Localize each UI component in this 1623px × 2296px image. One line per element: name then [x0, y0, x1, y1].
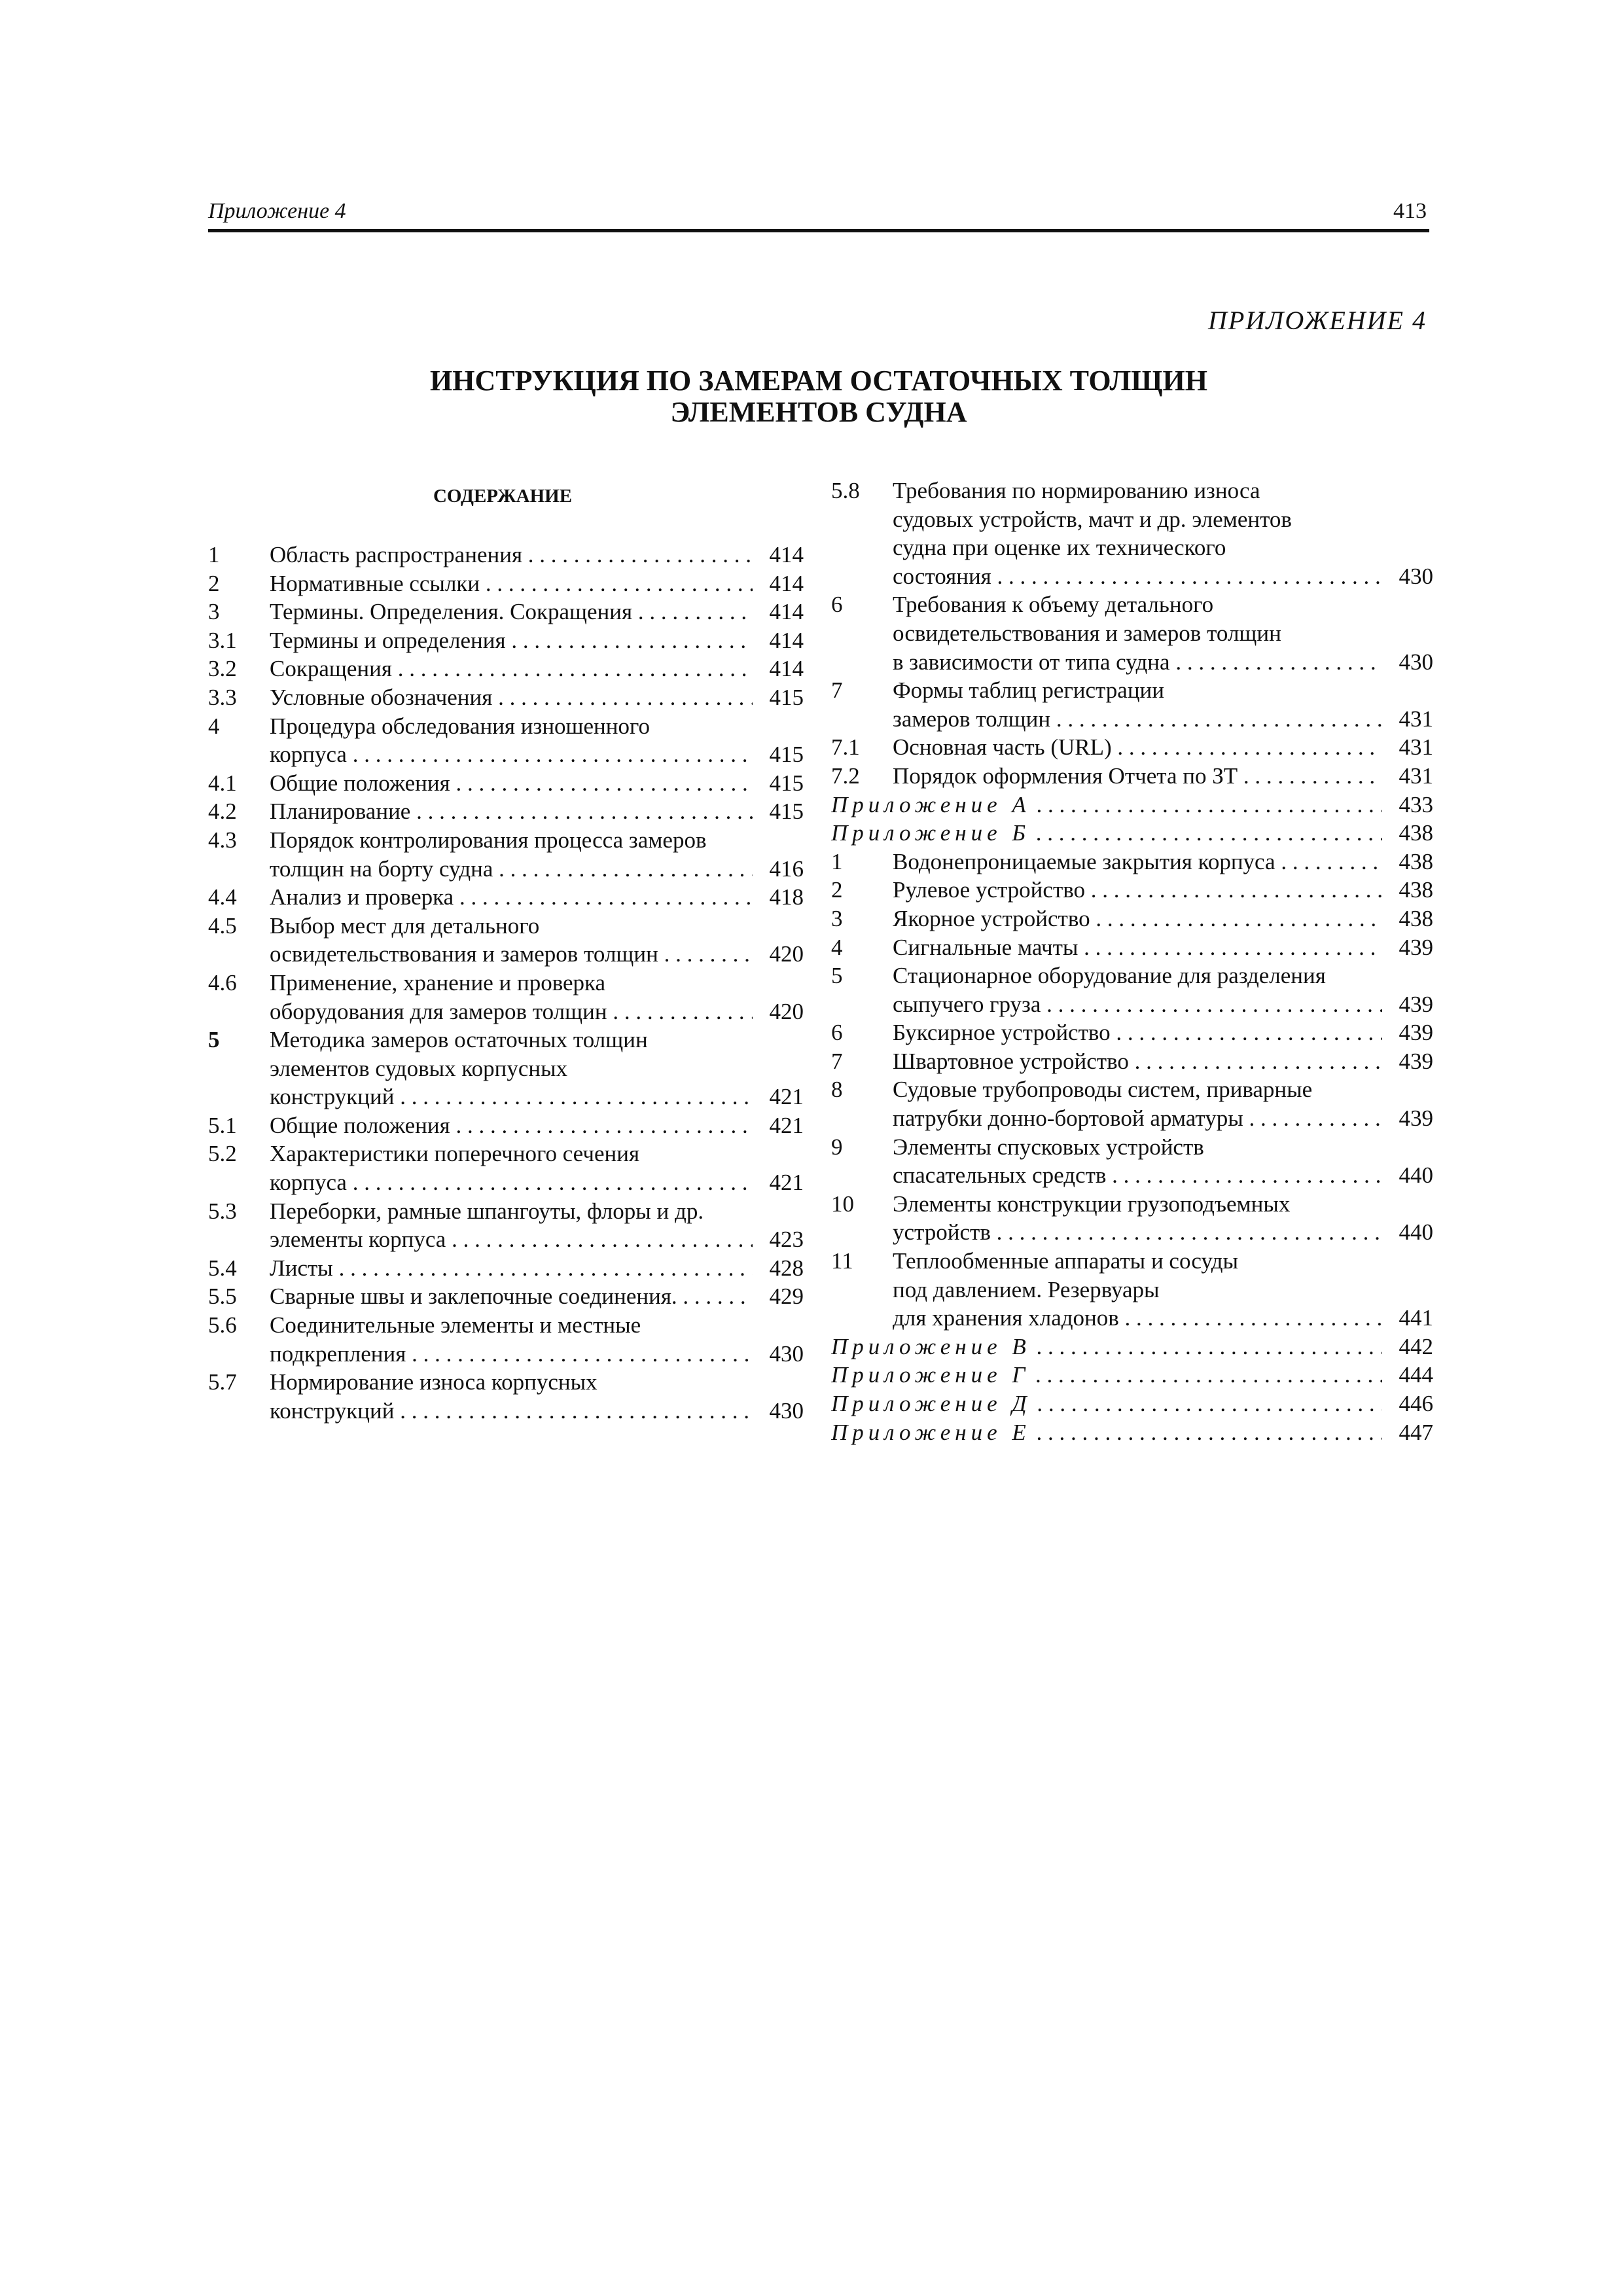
toc-entry-title [270, 1368, 753, 1425]
toc-entry-page: 439 [1399, 1048, 1433, 1074]
toc-entry [208, 655, 804, 683]
toc-entry-title [831, 1390, 1382, 1418]
toc-entry-page: 415 [769, 684, 804, 710]
toc-entry-title-line: судовых устройств, мачт и др. элементов [893, 506, 1292, 532]
toc-entry-title-line: Стационарное оборудование для разделения [893, 963, 1326, 989]
toc-entry-title [893, 1047, 1382, 1076]
toc-entry-title [270, 769, 753, 798]
toc-entry-page: 423 [769, 1227, 804, 1253]
toc-entry-page: 430 [769, 1397, 804, 1424]
toc-entry-page: 439 [1399, 1105, 1433, 1132]
toc-entry-title-line: Применение, хранение и проверка [270, 969, 606, 996]
toc-entry-title-line: Сигнальные мачты [893, 934, 1079, 960]
toc-entry-title [270, 598, 753, 626]
toc-entry [208, 883, 804, 912]
toc-entry [208, 541, 804, 569]
toc-entry-title [270, 1111, 753, 1140]
toc-entry [831, 1390, 1433, 1418]
toc-entry-title-line: Рулевое устройство [893, 877, 1086, 903]
toc-entry-title-line: Общие положения [270, 1112, 450, 1138]
toc-entry-number: 4.6 [208, 969, 237, 996]
toc-entry [208, 769, 804, 798]
toc-entry-title-line: состояния [893, 563, 991, 589]
toc-entry-number: 10 [831, 1191, 854, 1217]
toc-entry-number: 11 [831, 1248, 853, 1274]
toc-entry-number: 5.3 [208, 1198, 237, 1224]
toc-entry-title [270, 626, 753, 655]
toc-entry-title-line: Характеристики поперечного сечения [270, 1141, 640, 1167]
toc-entry-page: 418 [769, 884, 804, 910]
document-title-line: ИНСТРУКЦИЯ ПО ЗАМЕРАМ ОСТАТОЧНЫХ ТОЛЩИН [430, 365, 1207, 397]
toc-entry-page: 431 [1399, 762, 1433, 789]
toc-entry-number: 5.8 [831, 478, 860, 503]
toc-entry-page: 420 [769, 998, 804, 1024]
toc-entry-title-line: Основная часть (URL) [893, 734, 1112, 761]
toc-right-column [831, 476, 1433, 1446]
toc-entry-title [270, 1254, 753, 1283]
toc-entry-number: 3.3 [208, 684, 237, 710]
toc-entry-page: 446 [1399, 1391, 1433, 1416]
toc-entry [831, 1333, 1433, 1361]
toc-entry-title-line: Сварные швы и заклепочные соединения. [270, 1283, 677, 1310]
toc-entry [208, 797, 804, 826]
toc-entry-title-line: Листы [270, 1255, 333, 1281]
toc-entry-number: 4.5 [208, 912, 237, 939]
toc-entry-title [270, 883, 753, 912]
toc-entry-title-line: Нормативные ссылки [270, 570, 480, 596]
toc-entry-number: 9 [831, 1134, 843, 1160]
toc-entry-title-line: освидетельствования и замеров толщин [893, 620, 1281, 646]
toc-entry-title-line: Водонепроницаемые закрытия корпуса [893, 848, 1275, 874]
toc-entry-page: 441 [1399, 1305, 1433, 1331]
toc-entry-title [270, 1197, 753, 1254]
toc-entry-title [831, 1418, 1382, 1447]
toc-entry-title-line: для хранения хладонов [893, 1305, 1119, 1331]
toc-entry-page: 444 [1399, 1362, 1433, 1388]
toc-entry-page: 431 [1399, 734, 1433, 761]
toc-entry-title [893, 1075, 1382, 1132]
toc-entry-title-line: патрубки донно-бортовой арматуры [893, 1105, 1243, 1132]
toc-entry-page: 439 [1399, 934, 1433, 960]
toc-entry-number: 8 [831, 1077, 843, 1103]
toc-entry-title-line: устройств [893, 1219, 991, 1246]
toc-entry-title [893, 1190, 1382, 1247]
toc-entry [831, 1075, 1433, 1132]
toc-entry-title [270, 1139, 753, 1196]
toc-entry-page: 416 [769, 855, 804, 882]
toc-entry-page: 430 [1399, 563, 1433, 589]
toc-entry-title-line: Приложение Г [831, 1362, 1030, 1388]
toc-entry-page: 440 [1399, 1219, 1433, 1246]
toc-entry-title-line: Швартовное устройство [893, 1048, 1129, 1074]
toc-entry-number: 3 [208, 599, 220, 625]
running-header-title: Приложение 4 [208, 199, 346, 223]
toc-entry-title-line: корпуса [270, 1170, 347, 1196]
toc-entry-page: 438 [1399, 848, 1433, 874]
toc-entry-number: 4.4 [208, 884, 237, 910]
toc-entry-title [270, 826, 753, 883]
toc-entry-title-line: Приложение А [831, 791, 1031, 817]
toc-entry-title-line: сыпучего груза [893, 991, 1041, 1017]
toc-entry-title-line: Термины. Определения. Сокращения [270, 599, 633, 625]
toc-entry-number: 7 [831, 677, 843, 704]
toc-entry-title-line: Судовые трубопроводы систем, приварные [893, 1077, 1313, 1103]
toc-entry-title [893, 676, 1382, 733]
toc-entry-number: 5.4 [208, 1255, 237, 1281]
toc-entry [831, 1018, 1433, 1047]
toc-entry [208, 1111, 804, 1140]
toc-entry-page: 415 [769, 798, 804, 825]
toc-entry-page: 421 [769, 1084, 804, 1110]
toc-entry-number: 4.1 [208, 770, 237, 796]
toc-entry-title [893, 1133, 1382, 1190]
toc-entry-title-line: Планирование [270, 798, 411, 825]
document-title [208, 365, 1429, 428]
toc-entry-page: 415 [769, 742, 804, 768]
toc-entry-number: 3 [831, 905, 843, 931]
toc-entry-title-line: Буксирное устройство [893, 1020, 1111, 1046]
appendix-label: ПРИЛОЖЕНИЕ 4 [1208, 306, 1427, 335]
toc-entry-page: 421 [769, 1112, 804, 1138]
toc-entry-title-line: Порядок оформления Отчета по ЗТ [893, 762, 1238, 789]
toc-entry-title-line: Якорное устройство [893, 905, 1090, 931]
toc-entry-page: 430 [769, 1340, 804, 1367]
toc-entry-title-line: Приложение Б [831, 820, 1031, 846]
toc-entry [208, 826, 804, 883]
toc-entry [831, 590, 1433, 676]
toc-entry-title-line: Требования по нормированию износа [893, 478, 1260, 503]
toc-entry-number: 6 [831, 1020, 843, 1046]
toc-entry [831, 791, 1433, 819]
toc-entry-page: 429 [769, 1283, 804, 1310]
page-number: 413 [1393, 199, 1427, 223]
toc-entry-number: 5.6 [208, 1312, 237, 1338]
toc-entry-title-line: элементов судовых корпусных [270, 1055, 568, 1081]
toc-entry-title [270, 655, 753, 683]
toc-entry [208, 1311, 804, 1368]
toc-entry [208, 1254, 804, 1283]
toc-entry-page: 414 [769, 627, 804, 653]
toc-entry-title [270, 797, 753, 826]
toc-entry-number: 5.7 [208, 1369, 237, 1395]
toc-entry-title-line: Соединительные элементы и местные [270, 1312, 641, 1338]
toc-entry [208, 1026, 804, 1111]
toc-entry-title-line: спасательных средств [893, 1162, 1107, 1189]
toc-entry-title-line: Приложение В [831, 1333, 1031, 1359]
toc-entry [831, 1247, 1433, 1333]
toc-entry-title-line: Элементы конструкции грузоподъемных [893, 1191, 1291, 1217]
toc-entry-title-line: Теплообменные аппараты и сосуды [893, 1248, 1239, 1274]
toc-entry-title-line: Порядок контролирования процесса замеров [270, 827, 707, 853]
toc-entry [831, 476, 1433, 590]
toc-entry [831, 1361, 1433, 1390]
toc-entry-title [270, 541, 753, 569]
toc-left-column [208, 541, 804, 1425]
toc-entry-title-line: освидетельствования и замеров толщин [270, 941, 658, 967]
toc-entry [831, 905, 1433, 933]
toc-entry [831, 733, 1433, 762]
toc-entry-number: 1 [831, 848, 843, 874]
toc-entry-page: 420 [769, 941, 804, 967]
toc-entry-page: 415 [769, 770, 804, 796]
toc-entry-number: 7 [831, 1048, 843, 1074]
toc-entry [831, 933, 1433, 962]
toc-entry-title [893, 476, 1382, 590]
toc-entry-title-line: Сокращения [270, 656, 392, 682]
toc-entry-title [831, 791, 1382, 819]
toc-entry-page: 414 [769, 656, 804, 682]
toc-entry-number: 3.2 [208, 656, 237, 682]
toc-entry-title [893, 762, 1382, 791]
toc-entry [208, 912, 804, 969]
toc-entry-title-line: элементы корпуса [270, 1227, 446, 1253]
toc-entry-number: 2 [208, 570, 220, 596]
toc-entry-page: 414 [769, 542, 804, 567]
toc-entry-title-line: оборудования для замеров толщин [270, 998, 607, 1024]
toc-entry-page: 438 [1399, 877, 1433, 903]
toc-entry-title [270, 569, 753, 598]
toc-entry [208, 1139, 804, 1196]
toc-entry-title [893, 933, 1382, 962]
toc-entry-title-line: Термины и определения [270, 627, 506, 653]
toc-entry-page: 439 [1399, 1020, 1433, 1046]
toc-entry-title-line: Условные обозначения [270, 684, 493, 710]
toc-entry-title-line: конструкций [270, 1397, 395, 1424]
toc-entry [208, 569, 804, 598]
toc-entry-title [270, 1311, 753, 1368]
toc-entry-title [893, 961, 1382, 1018]
toc-entry-title [270, 1282, 753, 1311]
toc-entry-title-line: Процедура обследования изношенного [270, 713, 650, 739]
toc-entry [208, 598, 804, 626]
toc-entry-number: 3.1 [208, 627, 237, 653]
toc-entry-page: 447 [1399, 1419, 1433, 1445]
toc-entry-number: 4 [831, 934, 843, 960]
toc-entry [208, 1282, 804, 1311]
toc-entry-title-line: Анализ и проверка [270, 884, 454, 910]
toc-entry-page: 439 [1399, 991, 1433, 1017]
toc-entry-title-line: в зависимости от типа судна [893, 649, 1170, 675]
toc-entry [208, 1368, 804, 1425]
toc-entry [208, 683, 804, 712]
toc-entry [831, 1047, 1433, 1076]
toc-entry-number: 2 [831, 877, 843, 903]
toc-entry-page: 442 [1399, 1333, 1433, 1359]
toc-entry-title [831, 819, 1382, 848]
toc-entry-page: 438 [1399, 820, 1433, 846]
toc-entry-title [270, 712, 753, 769]
toc-entry-title-line: толщин на борту судна [270, 855, 493, 882]
toc-entry-number: 4 [208, 713, 220, 739]
toc-entry-page: 433 [1399, 791, 1433, 817]
header-divider [208, 229, 1429, 232]
toc-entry [208, 969, 804, 1026]
toc-entry-title [831, 1333, 1382, 1361]
toc-entry-title-line: Формы таблиц регистрации [893, 677, 1165, 704]
toc-entry-page: 421 [769, 1170, 804, 1196]
toc-entry-title [270, 912, 753, 969]
toc-entry [831, 1133, 1433, 1190]
document-title-line: ЭЛЕМЕНТОВ СУДНА [670, 396, 967, 428]
toc-entry-title-line: Приложение Е [831, 1419, 1031, 1445]
toc-entry-title-line: Методика замеров остаточных толщин [270, 1027, 648, 1053]
toc-entry [208, 1197, 804, 1254]
toc-entry-title-line: Переборки, рамные шпангоуты, флоры и др. [270, 1198, 704, 1224]
toc-entry-title-line: Элементы спусковых устройств [893, 1134, 1204, 1160]
toc-entry-title-line: Нормирование износа корпусных [270, 1369, 597, 1395]
toc-heading: СОДЕРЖАНИЕ [433, 486, 573, 507]
toc-entry [208, 626, 804, 655]
toc-entry-number: 5.2 [208, 1141, 237, 1167]
toc-entry-number: 6 [831, 592, 843, 618]
toc-entry-title [831, 1361, 1382, 1390]
toc-entry [831, 762, 1433, 791]
toc-entry-page: 414 [769, 599, 804, 625]
toc-entry-title-line: замеров толщин [893, 706, 1051, 732]
toc-entry [831, 819, 1433, 848]
toc-entry-number: 5 [208, 1027, 220, 1053]
toc-entry-title [270, 1026, 753, 1111]
toc-entry-number: 5 [831, 963, 843, 989]
toc-entry-title-line: конструкций [270, 1084, 395, 1110]
toc-entry [831, 876, 1433, 905]
toc-entry-title [893, 876, 1382, 905]
toc-entry-number: 7.2 [831, 762, 860, 789]
toc-entry-title [893, 1247, 1382, 1333]
toc-entry-page: 431 [1399, 706, 1433, 732]
toc-entry [831, 961, 1433, 1018]
toc-entry-title [893, 848, 1382, 876]
toc-entry-page: 440 [1399, 1162, 1433, 1189]
toc-entry-title-line: подкрепления [270, 1340, 406, 1367]
toc-entry-title-line: судна при оценке их технического [893, 535, 1226, 561]
toc-entry-title [893, 733, 1382, 762]
toc-entry-page: 430 [1399, 649, 1433, 675]
toc-entry-number: 4.2 [208, 798, 237, 825]
toc-entry-number: 7.1 [831, 734, 860, 761]
toc-entry-title [893, 590, 1382, 676]
toc-entry-page: 414 [769, 570, 804, 596]
toc-entry-number: 5.1 [208, 1112, 237, 1138]
toc-entry-number: 1 [208, 542, 220, 567]
toc-entry [831, 1418, 1433, 1447]
toc-entry-title-line: Общие положения [270, 770, 450, 796]
toc-entry-number: 5.5 [208, 1283, 237, 1310]
toc-entry-page: 428 [769, 1255, 804, 1281]
toc-entry [831, 1190, 1433, 1247]
toc-entry-title [893, 905, 1382, 933]
toc-entry-title-line: корпуса [270, 742, 347, 768]
toc-entry-page: 438 [1399, 905, 1433, 931]
toc-entry-title [270, 683, 753, 712]
toc-entry-number: 4.3 [208, 827, 237, 853]
toc-entry-title-line: Приложение Д [831, 1391, 1031, 1416]
toc-entry-title-line: под давлением. Резервуары [893, 1276, 1160, 1302]
toc-entry [831, 676, 1433, 733]
toc-entry-title [270, 969, 753, 1026]
toc-entry-title [893, 1018, 1382, 1047]
toc-entry-title-line: Область распространения [270, 542, 523, 567]
toc-entry-title-line: Выбор мест для детального [270, 912, 540, 939]
toc-entry [208, 712, 804, 769]
toc-entry-title-line: Требования к объему детального [893, 592, 1214, 618]
toc-entry [831, 848, 1433, 876]
